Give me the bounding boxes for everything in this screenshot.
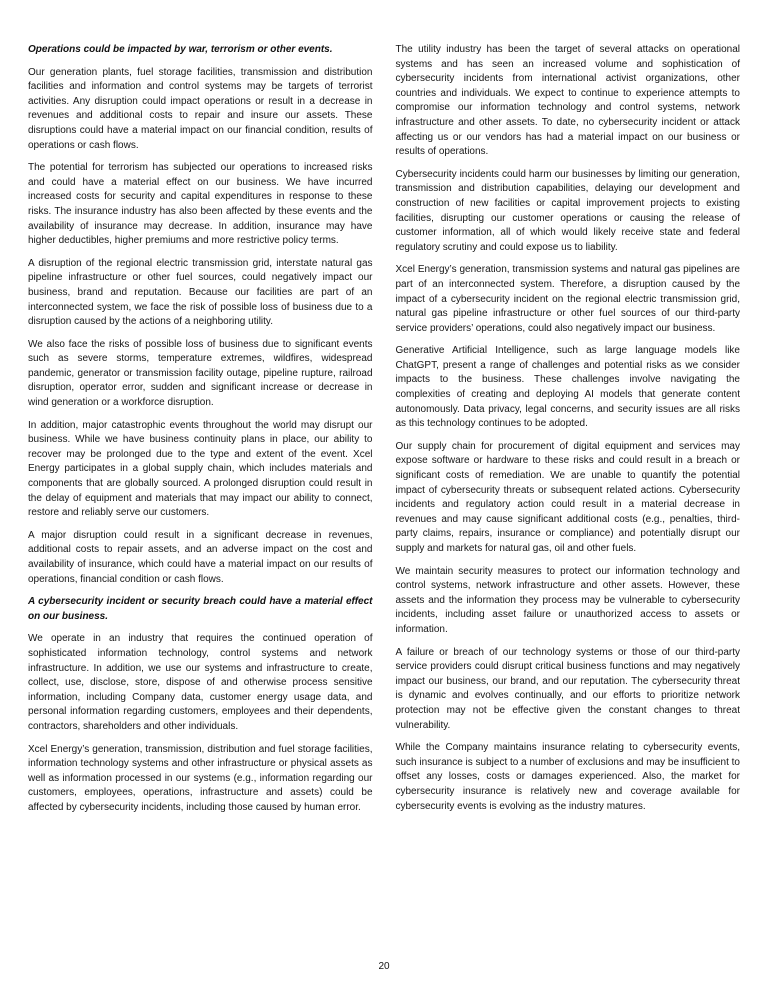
paragraph: A major disruption could result in a significant decrease in revenues, additional costs to repair assets, and an adverse impact on the cost and availability of insurance, which could have a material impact on our results of operations, financial condition or cash flows. bbox=[28, 529, 373, 585]
section-heading-cybersecurity: A cybersecurity incident or security breach could have a material effect on our business. bbox=[28, 596, 373, 622]
paragraph: Our supply chain for procurement of digital equipment and services may expose software or hardware to these risks and could result in a breach or significant costs of remediation. We are unable to quantify the potential impact of cybersecurity threats or subsequent related actions. Cybersecurity incidents and regulatory action could result in a material decrease in revenues and may cause significant additional costs (e.g., penalties, third-party claims, repairs, insurance or compliance) and potentially disrupt our supply and markets for natural gas, oil and other fuels. bbox=[395, 440, 740, 554]
paragraph: A disruption of the regional electric transmission grid, interstate natural gas pipeline infrastructure or other fuel sources, could negatively impact our business, brand and reputation. Because our facilities are part of an interconnected system, we face the risk of possible loss of business due to a disruption caused by the actions of a neighboring utility. bbox=[28, 257, 373, 328]
paragraph: We also face the risks of possible loss of business due to significant events such as severe storms, temperature extremes, wildfires, widespread pandemic, generator or transmission facility outage, pipeline rupture, railroad disruption, operator error, sudden and significant increase or decrease in wind generation or a workforce disruption. bbox=[28, 338, 373, 409]
paragraph: Cybersecurity incidents could harm our businesses by limiting our generation, transmission and distribution capabilities, delaying our development and construction of new facilities or capital improvement projects to existing facilities, disrupting our customer operations or causing the release of customer information, all of which would likely receive state and federal regulatory scrutiny and could expose us to liability. bbox=[395, 168, 740, 253]
paragraph: The potential for terrorism has subjected our operations to increased risks and could have a material effect on our business. We have incurred increased costs for security and capital expenditures in response to these risks. The insurance industry has also been affected by these events and the availability of insurance may decrease. In addition, insurance may have higher deductibles, higher premiums and more restrictive policy terms. bbox=[28, 162, 373, 247]
two-column-layout bbox=[28, 43, 740, 824]
paragraph: We operate in an industry that requires the continued operation of sophisticated information technology, control systems and network infrastructure. In addition, we use our systems and infrastructure to create, collect, use, disclose, store, dispose of and otherwise process sensitive information, including Company data, customer energy usage data, and personal information regarding customers, employees and their dependents, contractors, shareholders and other individuals. bbox=[28, 633, 373, 732]
page-number: 20 bbox=[378, 961, 390, 972]
paragraph: Our generation plants, fuel storage facilities, transmission and distribution facilities and information and control systems may be targets of terrorist activities. Any disruption could impact operations or result in a decrease in revenues and additional costs to repair and insure our assets. These disruptions could have a material impact on our financial condition, results of operations or cash flows. bbox=[28, 66, 373, 151]
paragraph: A failure or breach of our technology systems or those of our third-party service providers could disrupt critical business functions and may negatively impact our business, our brand, and our reputation. The cybersecurity threat is dynamic and evolves continually, and our efforts to prioritize network protection may not be effective given the constant changes to threat vulnerability. bbox=[395, 646, 740, 731]
paragraph: Generative Artificial Intelligence, such as large language models like ChatGPT, present a range of challenges and potential risks as we consider impacts to the business. These challenges involve navigating the complexities of creating and deploying AI models that generate content autonomously. Data privacy, legal concerns, and security issues are all risks as this technology continues to be adopted. bbox=[395, 345, 740, 430]
left-column bbox=[28, 43, 373, 824]
paragraph: We maintain security measures to protect our information technology and control systems, network infrastructure and other assets. However, these assets and the information they process may be vulnerable to cybersecurity incidents, including asset failure or unauthorized access to assets or information. bbox=[395, 565, 740, 635]
right-column bbox=[396, 43, 741, 824]
paragraph: While the Company maintains insurance relating to cybersecurity events, such insurance is subject to a number of exclusions and may be insufficient to offset any losses, costs or damages experienced. Also, the market for cybersecurity insurance is relatively new and coverage available for cybersecurity events is evolving as the industry matures. bbox=[395, 742, 740, 812]
paragraph: Xcel Energy’s generation, transmission, distribution and fuel storage facilities, information technology systems and other infrastructure or physical assets as well as information processed in our systems (e.g., information regarding our customers, employees, operations, infrastructure and assets) could be affected by cybersecurity incidents, including those caused by human error. bbox=[28, 743, 373, 813]
paragraph: In addition, major catastrophic events throughout the world may disrupt our business. While we have business continuity plans in place, our ability to recover may be prolonged due to the type and extent of the event. Xcel Energy participates in a global supply chain, which includes materials and components that are globally sourced. A prolonged disruption could result in the delay of equipment and materials that may impact our ability to connect, restore and reliably serve our customers. bbox=[28, 419, 373, 519]
paragraph: Xcel Energy’s generation, transmission systems and natural gas pipelines are part of an interconnected system. Therefore, a disruption caused by the impact of a cybersecurity incident on the regional electric transmission grid, natural gas pipeline infrastructure or other fuel sources of our third-party service providers’ operations, could also negatively impact our business. bbox=[395, 264, 740, 334]
section-heading-war-terrorism: Operations could be impacted by war, terrorism or other events. bbox=[28, 44, 333, 55]
paragraph: The utility industry has been the target of several attacks on operational systems and has seen an increased volume and sophistication of cybersecurity incidents from international activist organizations, other countries and individuals. We expect to continue to experience attempts to compromise our information technology and control systems, network infrastructure and other assets. To date, no cybersecurity incident or attack affecting us or our vendors has had a material impact on our business or results of operations. bbox=[395, 44, 740, 158]
